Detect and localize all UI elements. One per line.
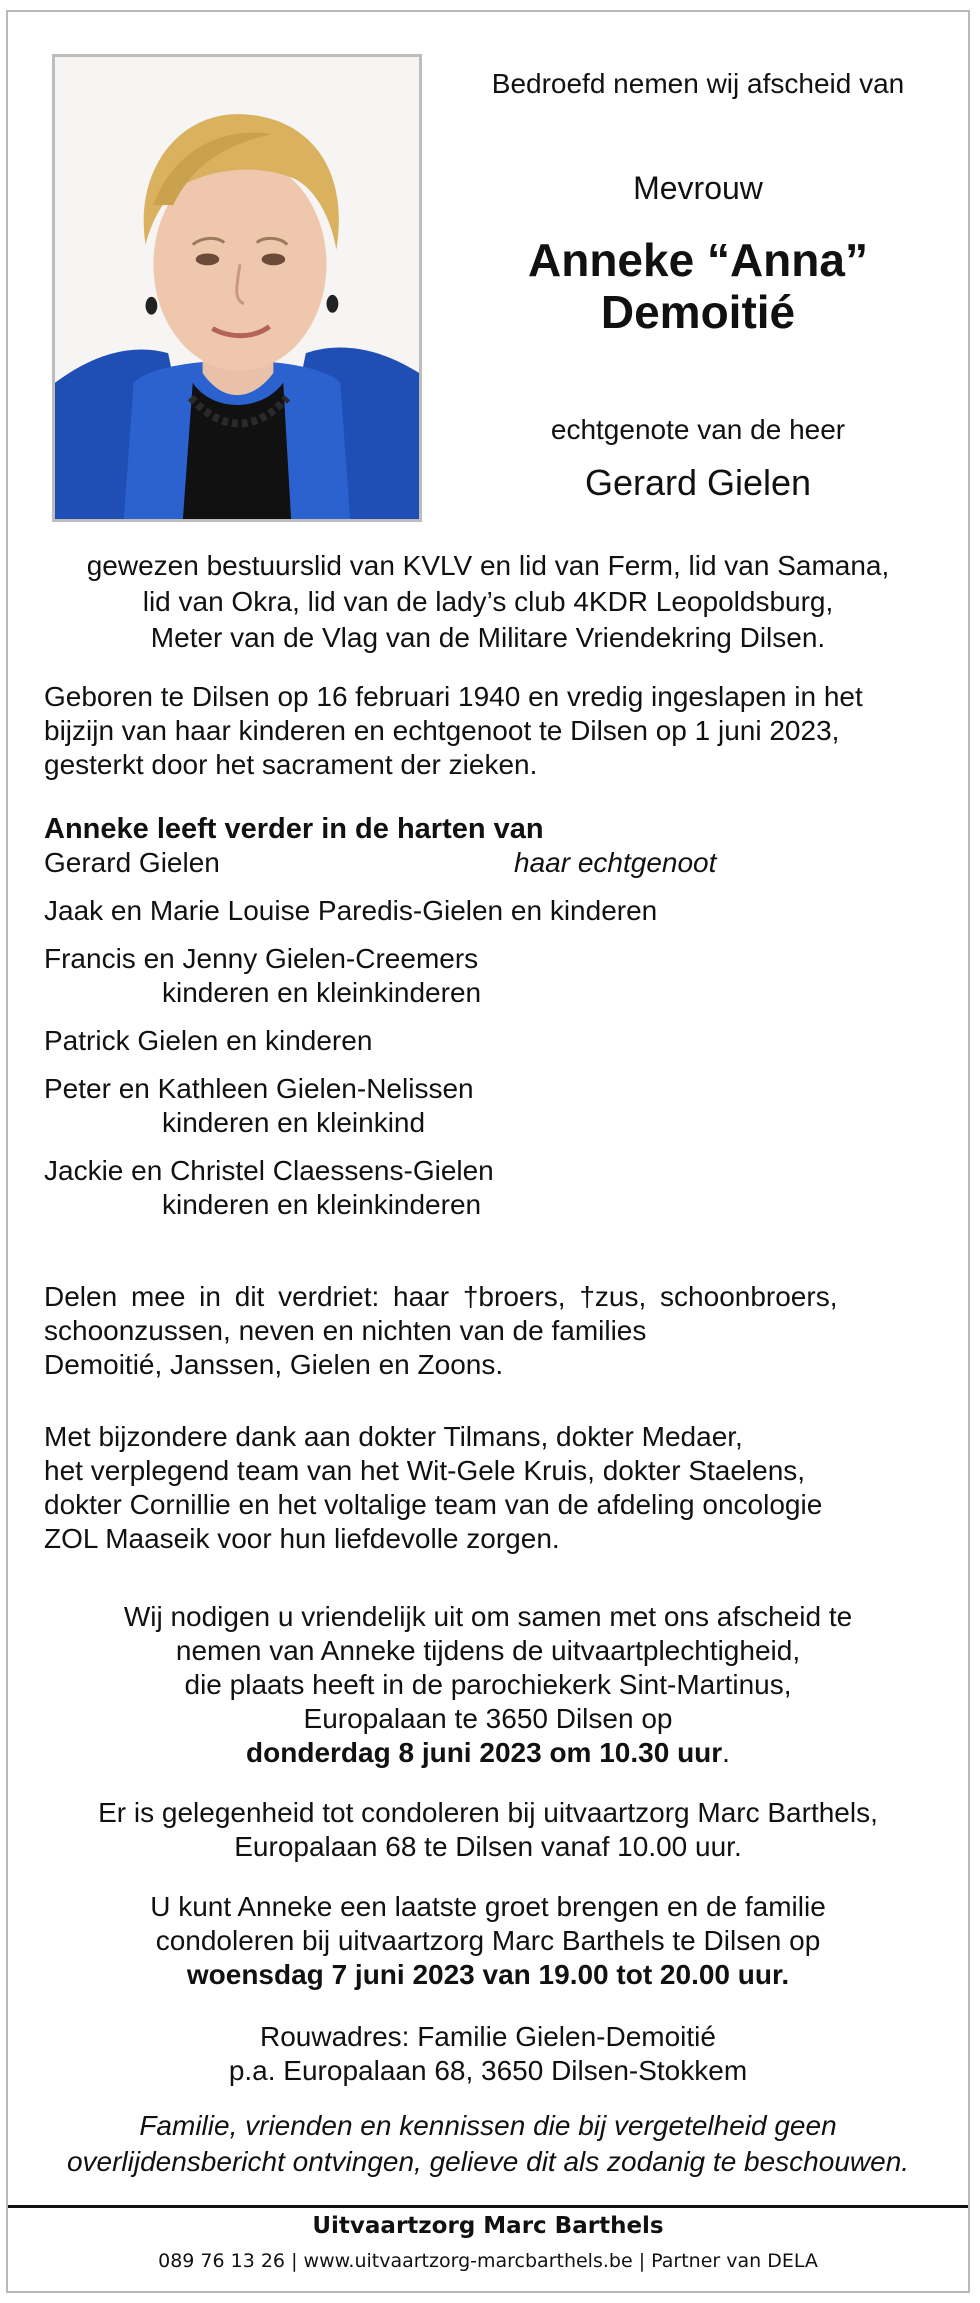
address-line: Rouwadres: Familie Gielen-Demoitié [260,2021,716,2052]
visitation-line: U kunt Anneke een laatste groet brengen en de familie [150,1891,826,1922]
thanks-line: het verplegend team van het Wit-Gele Kruis, dokter Staelens, [44,1455,806,1486]
memberships-line: Meter van de Vlag van de Militare Vriendekring Dilsen. [150,622,826,653]
family-sub: kinderen en kleinkinderen [162,977,482,1008]
family-entry [44,942,932,1010]
notice-line: Familie, vrienden en kennissen die bij vergetelheid geen [139,2110,837,2141]
footer-phone: 089 76 13 26 [158,2250,286,2272]
funeral-line: Wij nodigen u vriendelijk uit om samen met ons afscheid te [123,1601,853,1632]
portrait-illustration [55,57,419,519]
footer-separator: | [638,2250,646,2272]
footer-separator: | [291,2250,298,2272]
shared-grief-line: Delen mee in dit verdriet: haar †broers, †zus, schoonbroers, [44,1281,838,1312]
memberships-line: gewezen bestuurslid van KVLV en lid van Ferm, lid van Samana, [86,550,890,581]
funeral-date-line [44,1736,932,1770]
funeral-line: Europalaan te 3650 Dilsen op [303,1703,673,1734]
birth-and-death [44,680,932,782]
family-names: Jackie en Christel Claessens-Gielen [44,1155,494,1186]
survivors-title: Anneke leeft verder in de harten van [44,813,544,845]
honorific: Mevrouw [633,170,763,206]
family-entry [44,894,932,928]
footer-website-link[interactable]: www.uitvaartzorg-marcbarthels.be [303,2250,633,2272]
family-entry [44,1154,932,1222]
family-entry [44,1024,932,1058]
thanks-line: ZOL Maaseik voor hun liefdevolle zorgen. [44,1523,560,1554]
address-line: p.a. Europalaan 68, 3650 Dilsen-Stokkem [228,2055,748,2086]
memberships [44,548,932,656]
family-names: Francis en Jenny Gielen-Creemers [44,943,479,974]
family-entry [44,1072,932,1140]
shared-grief [44,1280,932,1382]
notice [44,2108,932,2180]
family-sub: kinderen en kleinkind [162,1107,426,1138]
survivors-section [44,812,932,1236]
visitation-date: woensdag 7 juni 2023 van 19.00 tot 20.00 uur. [186,1959,790,1990]
spouse-name: Gerard Gielen [584,462,812,503]
birth-line: bijzijn van haar kinderen en echtgenoot te Dilsen op 1 juni 2023, [44,715,840,746]
notice-line: overlijdensbericht ontvingen, gelieve dit als zodanig te beschouwen. [66,2146,910,2177]
family-names: Peter en Kathleen Gielen-Nelissen [44,1073,474,1104]
funeral-line: die plaats heeft in de parochiekerk Sint-Martinus, [184,1669,792,1700]
footer-divider [8,2205,968,2208]
funeral-invitation [44,1600,932,1770]
birth-line: Geboren te Dilsen op 16 februari 1940 en vredig ingeslapen in het [44,681,863,712]
family-names: Patrick Gielen en kinderen [44,1025,373,1056]
condolence-line: Er is gelegenheid tot condoleren bij uitvaartzorg Marc Barthels, [98,1797,878,1828]
footer-contact [8,2250,968,2272]
funeral-home-name: Uitvaartzorg Marc Barthels [312,2213,664,2239]
visitation-info [44,1890,932,1992]
condolence-info [44,1796,932,1864]
shared-grief-line: Demoitié, Janssen, Gielen en Zoons. [44,1349,504,1380]
spouse-row-name: Gerard Gielen [44,847,220,878]
funeral-date: donderdag 8 juni 2023 om 10.30 uur [246,1737,723,1768]
shared-grief-line: schoonzussen, neven en nichten van de families [44,1315,647,1346]
spouse-row [44,846,932,880]
obituary-card [6,10,970,2293]
visitation-line: condoleren bij uitvaartzorg Marc Barthels te Dilsen op [155,1925,821,1956]
mourning-address [44,2020,932,2088]
family-names: Jaak en Marie Louise Paredis-Gielen en kinderen [44,895,658,926]
spouse-row-relation: haar echtgenoot [514,847,717,878]
memberships-line: lid van Okra, lid van de lady’s club 4KDR Leopoldsburg, [142,586,834,617]
deceased-name-last: Demoitié [600,286,796,338]
deceased-name-first: Anneke “Anna” [528,234,868,286]
opening-line: Bedroefd nemen wij afscheid van [491,68,905,99]
footer-partner: Partner van DELA [651,2250,818,2272]
birth-line: gesterkt door het sacrament der zieken. [44,749,538,780]
thanks [44,1420,932,1556]
condolence-line: Europalaan 68 te Dilsen vanaf 10.00 uur. [234,1831,742,1862]
spouse-intro: echtgenote van de heer [550,414,846,445]
thanks-line: Met bijzondere dank aan dokter Tilmans, dokter Medaer, [44,1421,743,1452]
family-sub: kinderen en kleinkinderen [162,1189,482,1220]
funeral-line: nemen van Anneke tijdens de uitvaartplechtigheid, [175,1635,801,1666]
thanks-line: dokter Cornillie en het voltalige team van de afdeling oncologie [44,1489,823,1520]
portrait-photo [52,54,422,522]
funeral-date-suffix: . [722,1737,730,1768]
